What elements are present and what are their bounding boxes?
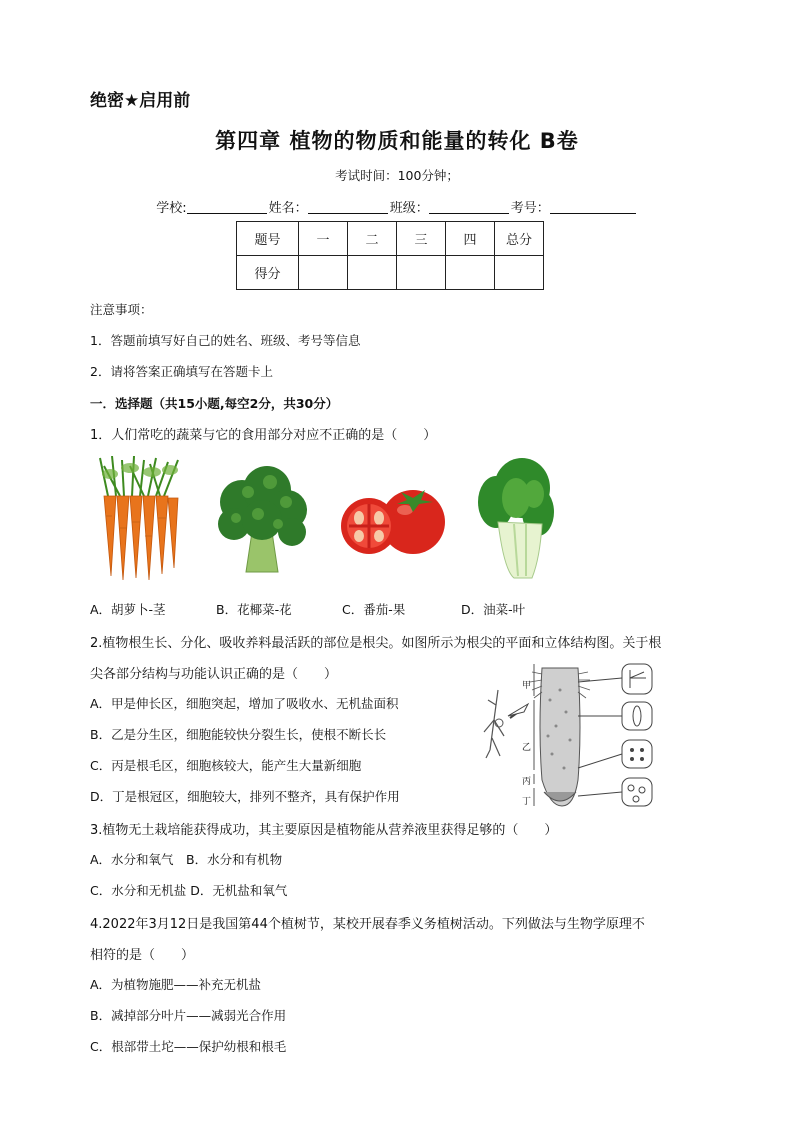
score-table-header-row (237, 222, 544, 256)
score-input-cell[interactable] (348, 256, 397, 290)
option[interactable]: C．根部带土坨——保护幼根和根毛 (90, 1039, 287, 1054)
score-table-cell: 总分 (495, 222, 544, 256)
score-table-cell: 得分 (237, 256, 299, 290)
score-table-cell: 四 (446, 222, 495, 256)
option[interactable]: A．甲是伸长区，细胞突起，增加了吸收水、无机盐面积 (90, 696, 399, 711)
score-input-cell[interactable] (397, 256, 446, 290)
bok-choy-image (474, 458, 558, 582)
figure-label: 乙 (522, 743, 532, 753)
class-label: 班级： (389, 201, 429, 216)
section-title: 一．选择题（共15小题,每空2分，共30分） (90, 396, 339, 411)
question-stem: 尖各部分结构与功能认识正确的是（ ） (90, 667, 338, 682)
tomato-image (335, 478, 447, 560)
question-stem: 1．人们常吃的蔬菜与它的食用部分对应不正确的是（ ） (90, 428, 437, 443)
score-input-cell[interactable] (299, 256, 348, 290)
option-row[interactable]: C．水分和无机盐 D．无机盐和氧气 (90, 883, 288, 898)
page-title: 第四章 植物的物质和能量的转化 B卷 (215, 129, 579, 153)
option[interactable]: D．丁是根冠区，细胞较大，排列不整齐，具有保护作用 (90, 789, 400, 804)
question-stem: 3.植物无土栽培能获得成功，其主要原因是植物能从营养液里获得足够的（ ） (90, 823, 558, 838)
option[interactable]: A．为植物施肥——补充无机盐 (90, 977, 262, 992)
option[interactable]: B．乙是分生区，细胞能较快分裂生长，使根不断长长 (90, 727, 387, 742)
name-label: 姓名： (268, 201, 308, 216)
option-row[interactable]: A．水分和氧气 B．水分和有机物 (90, 852, 283, 867)
root-tip-diagram (480, 660, 670, 810)
id-blank[interactable] (550, 199, 636, 214)
score-table-score-row (237, 256, 544, 290)
secret-label: 绝密★启用前 (90, 91, 191, 111)
broccoli-image (212, 462, 312, 576)
score-input-cell[interactable] (495, 256, 544, 290)
option[interactable]: B．花椰菜-花 (216, 602, 292, 617)
option[interactable]: C．丙是根毛区，细胞核较大，能产生大量新细胞 (90, 758, 362, 773)
school-label: 学校: (156, 201, 187, 216)
score-input-cell[interactable] (446, 256, 495, 290)
notes-title: 注意事项： (90, 302, 153, 317)
figure-label: 甲 (522, 681, 532, 691)
root-tip-figure (480, 660, 670, 810)
option[interactable]: D．油菜-叶 (461, 602, 526, 617)
figure-label: 丙 (522, 777, 532, 787)
school-blank[interactable] (187, 199, 267, 214)
option[interactable]: C．番茄-果 (342, 602, 406, 617)
question-stem: 相符的是（ ） (90, 948, 195, 963)
carrot-image (90, 456, 186, 582)
student-info-line (0, 197, 794, 216)
score-table-cell: 一 (299, 222, 348, 256)
score-table-cell: 题号 (237, 222, 299, 256)
question-stem: 4.2022年3月12日是我国第44个植树节，某校开展春季义务植树活动。下列做法与生物学原理不 (90, 917, 645, 932)
option[interactable]: B．减掉部分叶片——减弱光合作用 (90, 1008, 287, 1023)
exam-time: 考试时间：100分钟； (335, 168, 459, 183)
q1-options (90, 600, 525, 618)
note-item: 2．请将答案正确填写在答题卡上 (90, 364, 273, 379)
question-stem: 2.植物根生长、分化、吸收养料最活跃的部位是根尖。如图所示为根尖的平面和立体结构图。关于根 (90, 636, 662, 651)
figure-label: 丁 (522, 797, 532, 807)
name-blank[interactable] (308, 199, 388, 214)
option[interactable]: A．胡萝卜-茎 (90, 602, 166, 617)
score-table (236, 221, 544, 290)
id-label: 考号： (510, 201, 550, 216)
note-item: 1．答题前填写好自己的姓名、班级、考号等信息 (90, 333, 361, 348)
score-table-cell: 三 (397, 222, 446, 256)
score-table-cell: 二 (348, 222, 397, 256)
class-blank[interactable] (429, 199, 509, 214)
